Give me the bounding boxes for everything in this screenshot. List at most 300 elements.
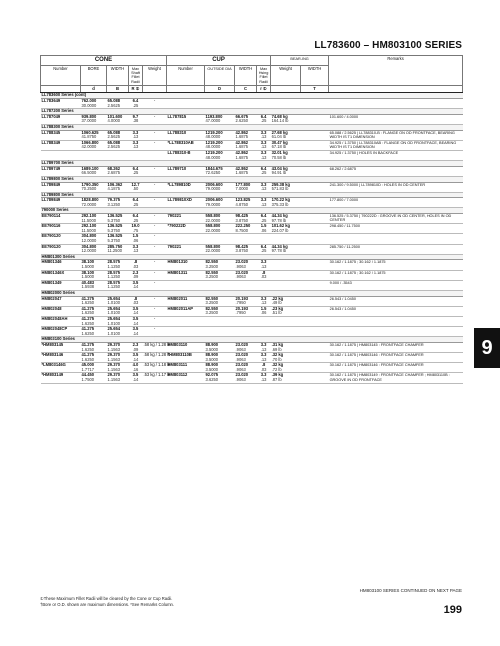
outside-dia-imperial: 48.0000 <box>205 144 221 150</box>
housing-fillet-imperial: .06 <box>260 227 267 233</box>
bearing-weight <box>271 182 301 192</box>
housing-fillet <box>257 296 271 306</box>
remarks: 285.750 / 11.2500 <box>329 244 463 254</box>
cone-width-header: WIDTH <box>107 66 129 86</box>
cone-width <box>107 296 129 306</box>
bearing-weight <box>271 130 301 140</box>
housing-fillet-metric: 1.5 <box>260 223 267 229</box>
bore <box>81 182 107 192</box>
bearing-weight-metric: 43.04 kg <box>271 165 288 171</box>
cone-width-metric: 28.575 <box>107 269 121 275</box>
outside-dia-metric: 88.900 <box>205 362 219 368</box>
shaft-fillet-metric: 3.5 <box>132 372 139 378</box>
outside-dia-metric: 82.550 <box>205 305 219 311</box>
bearing-weight-metric: 44.34 kg <box>271 213 288 219</box>
housing-fillet-metric: 3.3 <box>260 259 267 265</box>
cone-width-imperial: 1.1250 <box>107 264 121 269</box>
cup-width <box>235 342 257 352</box>
bearing-weight <box>271 114 301 124</box>
table-row <box>41 342 463 352</box>
remarks <box>329 316 463 326</box>
cup-number: 790221 <box>167 244 205 254</box>
bearing-weight-imperial: .69 lb <box>271 346 282 352</box>
cone-width-imperial: 11.2500 <box>107 248 122 254</box>
cone-width <box>107 342 129 352</box>
housing-fillet-imperial: .13 <box>260 144 267 150</box>
bore <box>81 130 107 140</box>
outside-dia <box>205 363 235 373</box>
shaft-fillet-metric: 6.4 <box>132 213 139 219</box>
remarks <box>329 99 463 109</box>
cone-width-imperial: 4.0000 <box>107 118 121 124</box>
bore-header: BORE <box>81 66 107 86</box>
cone-number: HM802048AH <box>41 316 81 326</box>
cone-width-metric: 136.525 <box>107 223 123 229</box>
cup-number: LL788310-B <box>167 150 205 160</box>
outside-dia-imperial: 72.6250 <box>205 170 221 176</box>
housing-fillet <box>257 327 271 337</box>
housing-fillet-imperial: .13 <box>260 154 267 160</box>
bore-imperial: 1.6250 <box>81 300 95 306</box>
remarks: 30.162 / 1.1875 ; 30.162 / 1.1875 <box>329 260 463 270</box>
remarks: 30.162 / 1.1875 | HM803146 : FRONTFACE CHAMFER <box>329 363 463 373</box>
bore <box>81 296 107 306</box>
outside-dia-imperial: 3.5000 <box>205 366 219 372</box>
outside-dia-metric: 1219.200 <box>205 149 223 155</box>
cone-number: LL789849 <box>41 198 81 208</box>
shaft-fillet-imperial: .03 <box>132 300 139 306</box>
housing-fillet-imperial: .13 <box>260 186 267 192</box>
cup-width <box>235 363 257 373</box>
cone-width <box>107 182 129 192</box>
bearing-weight-imperial: .87 lb <box>271 377 282 383</box>
cup-width-imperial: .9063 <box>235 377 246 383</box>
cone-width <box>107 327 129 337</box>
cone-number: HM801346X <box>41 270 81 280</box>
cone-number: LL788349 <box>41 140 81 150</box>
housing-fillet-imperial: .25 <box>260 118 267 124</box>
housing-fillet-metric: 6.4 <box>260 213 267 219</box>
bearing-weight-imperial: 67.18 lb <box>271 144 287 150</box>
bore-imperial: 12.0000 <box>81 248 97 254</box>
bearing-width <box>301 99 329 109</box>
cup-width <box>235 198 257 208</box>
cone-number: *HM803149 <box>41 373 81 383</box>
cup-number: *HM803110B <box>167 353 205 363</box>
cup-width <box>235 296 257 306</box>
shaft-fillet-imperial: .14 <box>132 320 139 326</box>
bearing-weight-metric: .32 kg <box>271 362 284 368</box>
cup-width <box>235 150 257 160</box>
bearing-width <box>301 373 329 383</box>
bore <box>81 260 107 270</box>
symbol-D: D <box>205 85 235 93</box>
outside-dia-imperial: 22.0000 <box>205 227 221 233</box>
bearing-width <box>301 260 329 270</box>
cone-width <box>107 214 129 224</box>
bore-metric: 1066.800 <box>81 139 99 145</box>
bearing-weight-imperial: 97.78 lb <box>271 248 287 254</box>
cup-width-imperial: .9063 <box>235 356 246 362</box>
outside-dia <box>205 327 235 337</box>
housing-fillet-metric: 3.3 <box>260 295 267 301</box>
bearing-weight <box>271 306 301 316</box>
shaft-fillet-imperial: .25 <box>132 201 139 207</box>
cup-width <box>235 214 257 224</box>
cup-width <box>235 244 257 254</box>
cone-width-metric: 136.525 <box>107 233 123 239</box>
cup-number <box>167 99 205 109</box>
shaft-fillet-metric: 1.5 <box>132 233 139 239</box>
cone-width-metric: 29.370 <box>107 352 121 358</box>
table-row <box>41 234 463 244</box>
bearing-weight <box>271 224 301 234</box>
outside-dia <box>205 224 235 234</box>
bearing-weight <box>271 270 301 280</box>
bore-metric: 45.000 <box>81 362 95 368</box>
cone-width <box>107 280 129 290</box>
cone-width-imperial: 1.1563 <box>107 366 121 372</box>
housing-fillet-imperial: .13 <box>260 134 267 140</box>
bore <box>81 353 107 363</box>
cup-width-imperial: .9063 <box>235 346 246 352</box>
shaft-fillet-metric: .8 <box>133 259 138 265</box>
bore <box>81 327 107 337</box>
shaft-fillet-imperial: .25 <box>132 217 139 223</box>
housing-fillet <box>257 280 271 290</box>
cone-width-metric: 136.525 <box>107 213 123 219</box>
cup-width <box>235 140 257 150</box>
cone-number: HM802048 <box>41 306 81 316</box>
shaft-fillet <box>129 198 143 208</box>
outside-dia <box>205 114 235 124</box>
table-row <box>41 198 463 208</box>
housing-fillet-imperial: .03 <box>260 366 267 372</box>
bore <box>81 224 107 234</box>
bore-imperial: 1.5000 <box>81 274 95 280</box>
bearing-weight <box>271 234 301 244</box>
bearing-weight <box>271 280 301 290</box>
table-row <box>41 270 463 280</box>
outside-dia-imperial: 3.2500 <box>205 264 219 269</box>
housing-fillet-metric: 3.3 <box>260 129 267 135</box>
cup-width-imperial: .7950 <box>235 300 246 306</box>
cone-number <box>41 150 81 160</box>
bore-imperial: 1.7500 <box>81 377 95 383</box>
shaft-fillet-imperial: .16 <box>132 366 139 372</box>
symbol-T: T <box>301 85 329 93</box>
cone-width-metric: 29.370 <box>107 372 121 378</box>
bearing-weight <box>271 327 301 337</box>
shaft-fillet-metric: 3.3 <box>132 139 139 145</box>
series-heading: LL789700 Series <box>41 161 463 167</box>
remarks: 101.600 / 4.0000 <box>329 114 463 124</box>
housing-fillet-metric: 3.3 <box>260 181 267 187</box>
cone-width-imperial: 2.5625 <box>107 102 121 108</box>
shaft-fillet <box>129 342 143 352</box>
housing-fillet <box>257 353 271 363</box>
bore <box>81 363 107 373</box>
remarks: 298.450 / 11.7500 <box>329 224 463 234</box>
shaft-fillet <box>129 166 143 176</box>
outside-dia-metric: 558.800 <box>205 223 221 229</box>
cup-width-imperial: 1.6875 <box>235 134 249 140</box>
bore-metric: 41.275 <box>81 341 95 347</box>
cone-width <box>107 244 129 254</box>
table-row <box>41 244 463 254</box>
bearing-weight <box>271 214 301 224</box>
symbol-C: C <box>235 85 257 93</box>
bore-metric: 41.275 <box>81 305 95 311</box>
bearing-width <box>301 130 329 140</box>
cup-width-imperial: 3.8750 <box>235 248 249 254</box>
cup-width-metric: 23.020 <box>235 259 249 265</box>
bore-metric: 38.100 <box>81 269 95 275</box>
shaft-fillet-metric: 2.3 <box>132 341 139 347</box>
remarks: 30.162 / 1.1875 | HM803146 : FRONTFACE CHAMFER <box>329 353 463 363</box>
outside-dia <box>205 316 235 326</box>
bearing-weight <box>271 150 301 160</box>
cone-number: *LM803146G <box>41 363 81 373</box>
symbol-R: R ① <box>129 85 143 93</box>
cup-width-metric: 42.862 <box>235 149 249 155</box>
outside-dia <box>205 234 235 244</box>
cone-width <box>107 140 129 150</box>
cup-width-metric: 23.020 <box>235 352 249 358</box>
shaft-fillet-metric: 2.3 <box>132 269 139 275</box>
cone-weight: .58 kg / 1.28 lb <box>143 342 167 352</box>
bearing-weight-imperial: 571.83 lb <box>271 186 289 192</box>
shaft-fillet-imperial: .14 <box>132 330 139 336</box>
cone-width-imperial: 1.1250 <box>107 274 121 280</box>
housing-fillet-imperial: .06 <box>260 310 267 316</box>
housing-fillet <box>257 150 271 160</box>
remarks-header: Remarks <box>329 56 463 86</box>
bearing-weight <box>271 296 301 306</box>
outside-dia-metric: 88.900 <box>205 352 219 358</box>
cone-weight: - <box>143 306 167 316</box>
series-heading: LL789800 Series <box>41 176 463 182</box>
cone-width-metric: 28.575 <box>107 259 121 265</box>
shaft-fillet-metric: 3.5 <box>132 305 139 311</box>
cup-width-metric: 42.862 <box>235 129 249 135</box>
housing-fillet-imperial: .13 <box>260 346 267 352</box>
bearing-weight-metric: 101.62 kg <box>271 223 291 229</box>
cone-width <box>107 234 129 244</box>
cone-width-metric: 106.362 <box>107 181 123 187</box>
series-heading: LL788300 Series <box>41 124 463 130</box>
shaft-fillet <box>129 363 143 373</box>
bore <box>81 280 107 290</box>
bearing-weight-imperial: 61.04 lb <box>271 134 287 140</box>
bore-metric: 41.275 <box>81 295 95 301</box>
shaft-fillet-metric: 6.4 <box>132 165 139 171</box>
cone-number: EE790116 <box>41 224 81 234</box>
cone-weight: .53 kg / 1.18 lb <box>143 363 167 373</box>
outside-dia <box>205 280 235 290</box>
cone-weight: - <box>143 130 167 140</box>
outside-dia-metric: 1219.200 <box>205 129 223 135</box>
housing-fillet-metric: 6.4 <box>260 113 267 119</box>
remarks: 26.543 / 1.0450 <box>329 296 463 306</box>
bearing-weight <box>271 353 301 363</box>
table-row <box>41 280 463 290</box>
shaft-fillet-imperial: .13 <box>132 248 139 254</box>
bore <box>81 114 107 124</box>
outside-dia <box>205 260 235 270</box>
bore <box>81 316 107 326</box>
footnote-fillet: ①These Maximum Fillet Radii will be cleared by the Cone or Cup Radii. <box>40 596 173 601</box>
bearing-weight-metric: 27.68 kg <box>271 129 288 135</box>
bore-imperial: 1.6250 <box>81 320 95 326</box>
cone-weight: - <box>143 270 167 280</box>
cone-width <box>107 373 129 383</box>
outside-dia-imperial: 3.6250 <box>205 377 219 383</box>
cone-width-metric: 25.654 <box>107 315 121 321</box>
outside-dia-imperial: 79.0000 <box>205 186 221 192</box>
outside-dia-metric: 1219.200 <box>205 139 223 145</box>
housing-fillet-metric: 3.3 <box>260 341 267 347</box>
cone-width-metric: 65.088 <box>107 129 121 135</box>
cup-width <box>235 327 257 337</box>
cone-width-metric: 285.750 <box>107 243 123 249</box>
shaft-fillet <box>129 353 143 363</box>
bearing-weight <box>271 316 301 326</box>
remarks: 30.162 / 1.1875 | HM803149 : FRONTFACE CHAMFER ; HM803110B : GROOVE IN OD FRONTFACE <box>329 373 463 383</box>
outside-dia-imperial: 3.2500 <box>205 274 219 280</box>
outside-dia <box>205 373 235 383</box>
bore <box>81 270 107 280</box>
series-heading: LL783600 Series (cont) <box>41 93 463 99</box>
shaft-fillet <box>129 327 143 337</box>
cone-weight: - <box>143 260 167 270</box>
remarks: 34.925 / 1.3750 | HOLES IN BACKFACE <box>329 150 463 160</box>
cone-weight: - <box>143 280 167 290</box>
shaft-fillet <box>129 99 143 109</box>
cup-width-header: WIDTH <box>235 66 257 86</box>
shaft-fillet <box>129 130 143 140</box>
bearing-width <box>301 363 329 373</box>
bore <box>81 234 107 244</box>
cup-number: *790222D <box>167 224 205 234</box>
remarks: 30.162 / 1.1875 ; 30.162 / 1.1875 <box>329 270 463 280</box>
cone-number-header: Number <box>41 66 81 86</box>
shaft-fillet-imperial: .09 <box>132 274 139 280</box>
cone-weight: - <box>143 198 167 208</box>
cup-number: *LL789810D <box>167 182 205 192</box>
outside-dia-imperial: 3.5000 <box>205 346 219 352</box>
cone-weight: .53 kg / 1.17 lb <box>143 373 167 383</box>
housing-fillet <box>257 182 271 192</box>
housing-fillet <box>257 214 271 224</box>
bearing-weight-metric: 74.68 kg <box>271 113 288 119</box>
cup-group-header: CUP <box>167 56 271 66</box>
cup-width-imperial: 3.8750 <box>235 217 249 223</box>
bore-imperial: 1.7717 <box>81 366 95 372</box>
remarks: 30.162 / 1.1875 | HM803145 : FRONTFACE CHAMFER <box>329 342 463 352</box>
bearing-width <box>301 234 329 244</box>
housing-fillet <box>257 224 271 234</box>
bearing-width <box>301 280 329 290</box>
bore <box>81 342 107 352</box>
cup-number: HM803110 <box>167 342 205 352</box>
housing-fillet-metric: 3.3 <box>260 139 267 145</box>
shaft-fillet-metric: 12.7 <box>131 181 140 187</box>
bore-imperial: 72.0000 <box>81 201 97 207</box>
bore <box>81 166 107 176</box>
housing-fillet-metric: 1.5 <box>260 305 267 311</box>
outside-dia <box>205 198 235 208</box>
outside-dia-header: OUTSIDE DIA <box>205 66 235 86</box>
housing-fillet-metric: .8 <box>261 269 266 275</box>
bearing-weight-imperial: .70 lb <box>271 356 282 362</box>
housing-fillet <box>257 198 271 208</box>
remarks: 136.525 / 5.3750 | 790222D : GROOVE IN OD CENTER, HOLES IN OD CENTER <box>329 214 463 224</box>
remarks <box>329 327 463 337</box>
housing-fillet <box>257 306 271 316</box>
outside-dia-imperial: 3.2500 <box>205 310 219 316</box>
bearing-width <box>301 182 329 192</box>
cone-number: *HM803146 <box>41 353 81 363</box>
cone-width-imperial: 5.3750 <box>107 238 121 244</box>
bore-imperial: 70.2500 <box>81 186 97 192</box>
bore-imperial: 11.5000 <box>81 227 96 233</box>
shaft-fillet-imperial: .13 <box>132 134 139 140</box>
housing-fillet-metric: 3.3 <box>260 372 267 378</box>
cone-weight <box>143 150 167 160</box>
cone-weight: - <box>143 140 167 150</box>
shaft-fillet <box>129 244 143 254</box>
bearing-weight-metric: .31 kg <box>271 341 284 347</box>
cup-number-header: Number <box>167 66 205 86</box>
shaft-fillet-metric: 3.3 <box>132 243 139 249</box>
continued-note: HM803100 SERIES CONTINUED ON NEXT PAGE <box>359 588 462 593</box>
cone-width-imperial: 2.5625 <box>107 134 121 140</box>
shaft-fillet-metric: 4.0 <box>132 362 139 368</box>
bearing-width-header: WIDTH <box>301 66 329 86</box>
table-row <box>41 166 463 176</box>
cup-number <box>167 280 205 290</box>
bearing-width <box>301 224 329 234</box>
cup-width-imperial: .9063 <box>235 264 246 269</box>
housing-fillet-metric: 6.4 <box>260 165 267 171</box>
cone-width-metric: 101.600 <box>107 113 123 119</box>
cone-width <box>107 363 129 373</box>
bearing-weight-imperial: .51 lb <box>271 310 282 316</box>
cup-width-imperial: .9063 <box>235 366 246 372</box>
table-row <box>41 353 463 363</box>
bearing-weight <box>271 198 301 208</box>
cone-weight: - <box>143 244 167 254</box>
housing-fillet-imperial: .13 <box>260 300 267 306</box>
cone-width <box>107 306 129 316</box>
cone-width-metric: 65.088 <box>107 98 121 103</box>
outside-dia-imperial: 48.0000 <box>205 134 221 140</box>
shaft-fillet-imperial: .06 <box>132 238 139 244</box>
outside-dia <box>205 130 235 140</box>
bearing-weight-imperial: 224.07 lb <box>271 227 289 233</box>
bore <box>81 150 107 160</box>
bearing-width <box>301 306 329 316</box>
shaft-fillet-imperial: .14 <box>132 310 139 316</box>
housing-fillet-metric: 3.3 <box>260 149 267 155</box>
cone-width <box>107 198 129 208</box>
bore-metric: 304.800 <box>81 233 97 239</box>
bearing-weight-metric: .39 kg <box>271 372 284 378</box>
page-number: 199 <box>443 604 462 616</box>
cup-number <box>167 327 205 337</box>
bearing-width <box>301 296 329 306</box>
